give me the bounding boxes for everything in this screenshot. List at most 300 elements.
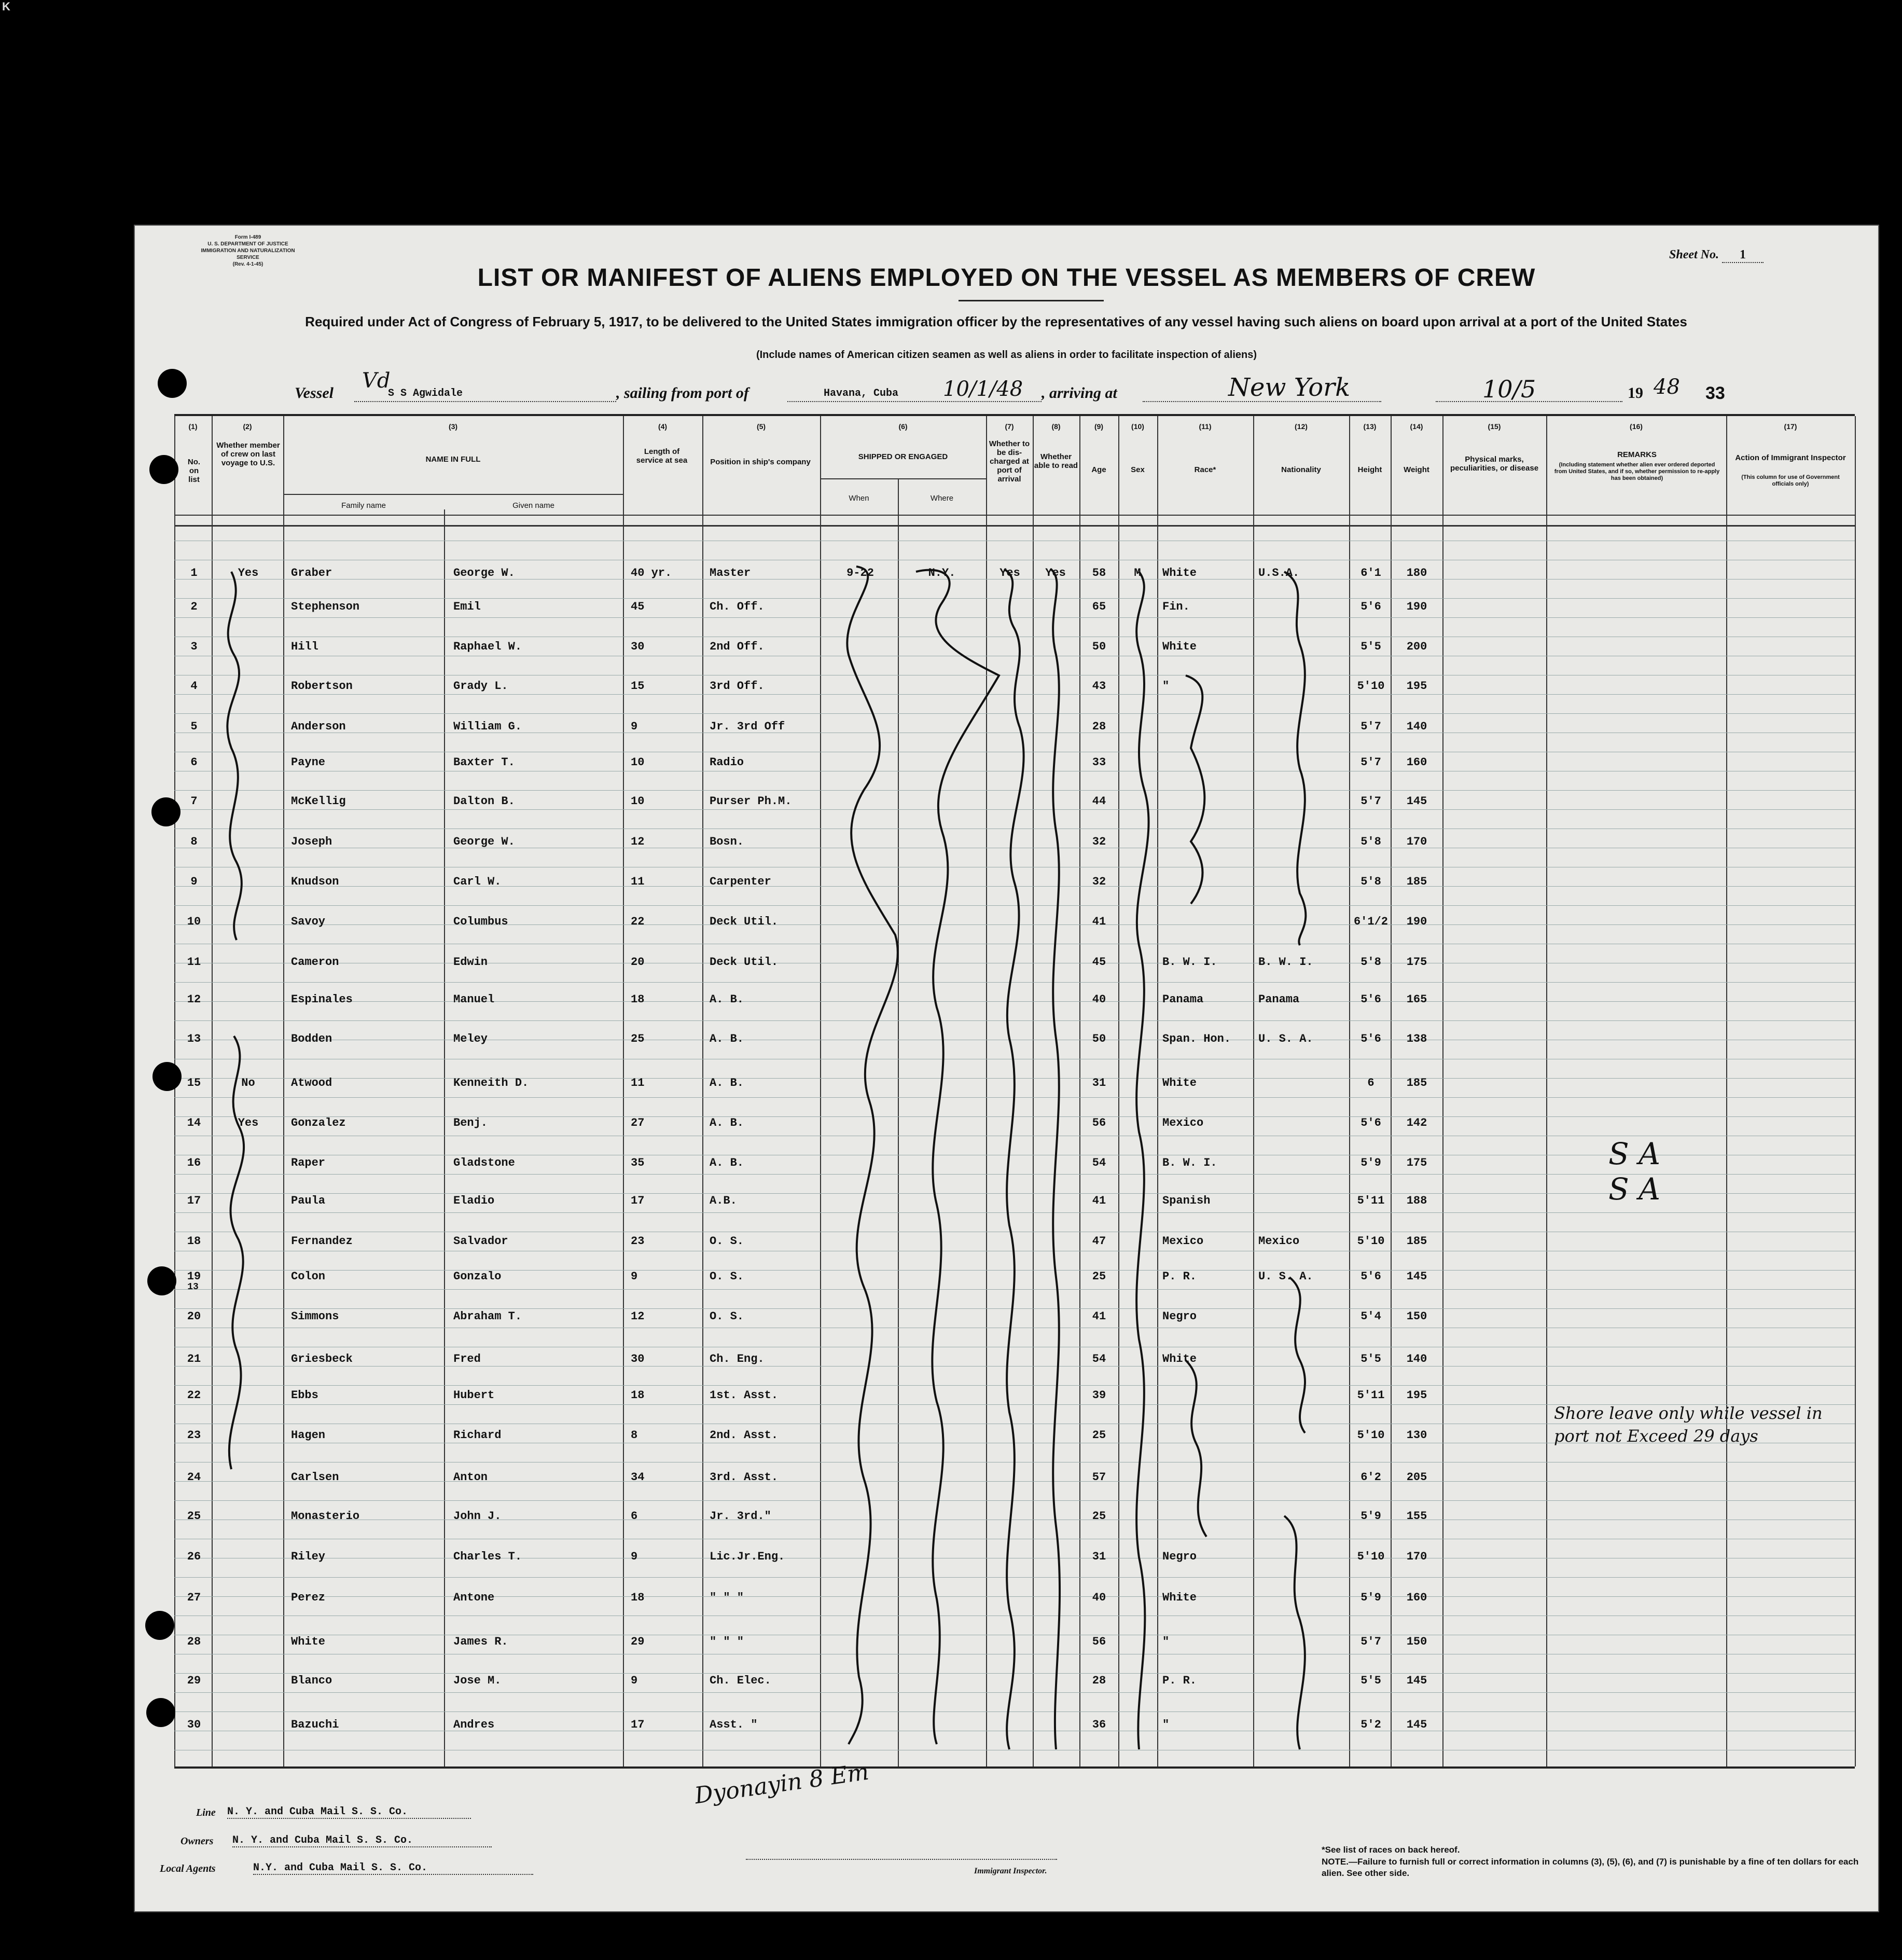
cell-position: Ch. Eng. (710, 1352, 765, 1365)
cell-family: Monasterio (291, 1510, 360, 1523)
cell-no: 26 (187, 1550, 201, 1563)
cell-no: 10 (187, 915, 201, 928)
col-number: (6) (898, 422, 908, 431)
cell-height: 5'9 (1360, 1510, 1381, 1523)
ruled-line (174, 617, 1855, 618)
cell-given: Kenneith D. (453, 1076, 529, 1089)
cell-family: Fernandez (291, 1235, 353, 1248)
ruled-line (174, 905, 1855, 906)
cell-height: 6'1 (1360, 567, 1381, 579)
ditto-disch (1004, 569, 1024, 1749)
cell-given: William G. (453, 720, 522, 733)
col-sex: Sex (1131, 465, 1145, 474)
cell-family: Carlsen (291, 1471, 339, 1484)
cell-height: 5'6 (1360, 1270, 1381, 1283)
cell-nationality: U.S.A. (1258, 567, 1300, 579)
col-given-name: Given name (512, 501, 554, 510)
cell-service: 9 (631, 1550, 638, 1563)
cell-given: Anton (453, 1471, 488, 1484)
col-number: (5) (756, 422, 766, 431)
cell-age: 41 (1092, 1194, 1106, 1207)
vessel-hand: Vd (362, 369, 391, 393)
cell-service: 18 (631, 1389, 645, 1402)
cell-family: Gonzalez (291, 1116, 346, 1129)
cell-service: 9 (631, 1270, 638, 1283)
cell-given: Jose M. (453, 1674, 502, 1687)
cell-height: 5'7 (1360, 756, 1381, 769)
cell-race: Panama (1162, 993, 1204, 1006)
cell-weight: 150 (1406, 1635, 1427, 1648)
cell-given: Edwin (453, 956, 488, 969)
cell-no: 8 (190, 835, 198, 848)
arriving-port: New York (1228, 373, 1351, 402)
cell-where: N.Y. (928, 567, 956, 579)
form-id: Form I-489 U. S. DEPARTMENT OF JUSTICE IMMIGRATION AND NATURALIZATION SERVICE (Rev. 4-1-45) (201, 234, 295, 267)
cell-age: 28 (1092, 1674, 1106, 1687)
cell-weight: 190 (1406, 915, 1427, 928)
ditto-sex (1136, 572, 1148, 1749)
ditto-prev-1 (227, 572, 242, 940)
cell-weight: 140 (1406, 1352, 1427, 1365)
remark-shore-leave: Shore leave only while vessel in port not Exceed 29 days (1554, 1403, 1823, 1446)
cell-no: 1 (190, 567, 198, 579)
cell-weight: 155 (1406, 1510, 1427, 1523)
sheet-value: 1 (1722, 248, 1764, 263)
sheet-number (1669, 248, 1764, 263)
cell-height: 5'7 (1360, 720, 1381, 733)
cell-race: P. R. (1162, 1270, 1197, 1283)
col-number: (15) (1488, 422, 1501, 431)
sheet-label: Sheet No. (1669, 248, 1719, 261)
col-length-service: Length of service at sea (636, 447, 688, 465)
cell-service: 45 (631, 600, 645, 613)
cell-service: 9 (631, 720, 638, 733)
cell-position: A.B. (710, 1194, 737, 1207)
sailing-label: , sailing from port of (616, 384, 749, 402)
ruled-line (174, 1020, 1855, 1021)
cell-family: Hill (291, 640, 318, 653)
cell-race: Negro (1162, 1550, 1197, 1563)
cell-position: Asst. " (710, 1718, 758, 1731)
col-number: (14) (1410, 422, 1423, 431)
cell-weight: 165 (1406, 993, 1427, 1006)
cell-given: Baxter T. (453, 756, 515, 769)
col-race: Race* (1194, 465, 1216, 474)
cell-age: 31 (1092, 1076, 1106, 1089)
ruled-line (174, 1289, 1855, 1290)
ditto-nat (1284, 572, 1306, 945)
sailing-date: 10/1/48 (943, 377, 1023, 401)
cell-family: Ebbs (291, 1389, 318, 1402)
cell-service: 9 (631, 1674, 638, 1687)
cell-height: 5'7 (1360, 1635, 1381, 1648)
cell-height: 5'6 (1360, 993, 1381, 1006)
cell-family: Bazuchi (291, 1718, 339, 1731)
col-number: (17) (1784, 422, 1797, 431)
ruled-line (174, 1212, 1855, 1213)
cell-age: 39 (1092, 1389, 1106, 1402)
cell-given: Grady L. (453, 680, 508, 693)
cell-no: 18 (187, 1235, 201, 1248)
ruled-line (174, 982, 1855, 983)
cell-nationality: B. W. I. (1258, 956, 1313, 969)
cell-family: Espinales (291, 993, 353, 1006)
cell-family: Blanco (291, 1674, 332, 1687)
cell-no: 24 (187, 1471, 201, 1484)
col-number: (16) (1630, 422, 1643, 431)
cell-position: 3rd. Asst. (710, 1471, 779, 1484)
cell-height: 5'7 (1360, 795, 1381, 808)
vessel-line (134, 369, 1879, 406)
col-no-on-list: No. on list (187, 458, 201, 484)
cell-given: Gladstone (453, 1156, 515, 1169)
col-name-in-full: NAME IN FULL (425, 455, 481, 464)
cell-service: 35 (631, 1156, 645, 1169)
cell-race: Negro (1162, 1310, 1197, 1323)
cell-height: 5'4 (1360, 1310, 1381, 1323)
cell-age: 40 (1092, 1591, 1106, 1604)
col-shipped: SHIPPED OR ENGAGED (858, 452, 948, 461)
cell-family: White (291, 1635, 326, 1648)
cell-height: 5'11 (1357, 1389, 1385, 1402)
cell-height: 5'6 (1360, 1116, 1381, 1129)
cell-family: Graber (291, 567, 332, 579)
col-remarks-sub: (Including statement whether alien ever ordered deported from United States, and if so, whether permission to re-apply has been obtained) (1554, 462, 1720, 481)
cell-position: Purser Ph.M. (710, 795, 792, 808)
cell-weight: 195 (1406, 1389, 1427, 1402)
cell-service: 15 (631, 680, 645, 693)
punch-hole (146, 1698, 175, 1727)
cell-family: Knudson (291, 875, 339, 888)
cell-when: 9-22 (846, 567, 874, 579)
cell-age: 56 (1092, 1116, 1106, 1129)
cell-height: 5'9 (1360, 1591, 1381, 1604)
cell-age: 40 (1092, 993, 1106, 1006)
punch-hole (145, 1611, 174, 1640)
cell-service: 8 (631, 1429, 638, 1442)
cell-given: Eladio (453, 1194, 495, 1207)
ruled-line (174, 1692, 1855, 1693)
ruled-line (174, 598, 1855, 599)
cell-no: 27 (187, 1591, 201, 1604)
col-physical: Physical marks, peculiarities, or disease (1450, 455, 1539, 473)
cell-given: John J. (453, 1510, 502, 1523)
col-number: (13) (1363, 422, 1377, 431)
cell-no: 20 (187, 1310, 201, 1323)
cell-given: Antone (453, 1591, 495, 1604)
col-discharged: Whether to be dis-charged at port of arrival (989, 439, 1030, 484)
cell-age: 50 (1092, 640, 1106, 653)
ruled-line (174, 1673, 1855, 1674)
cell-family: Perez (291, 1591, 326, 1604)
cell-no: 28 (187, 1635, 201, 1648)
arrival-date: 10/5 (1482, 375, 1536, 403)
cell-race: P. R. (1162, 1674, 1197, 1687)
cell-age: 36 (1092, 1718, 1106, 1731)
cell-height: 5'10 (1357, 1550, 1385, 1563)
cell-no: 16 (187, 1156, 201, 1169)
cell-family: McKellig (291, 795, 346, 808)
cell-weight: 185 (1406, 1235, 1427, 1248)
cell-no: 25 (187, 1510, 201, 1523)
cell-position: A. B. (710, 1032, 744, 1045)
cell-race: Span. Hon. (1162, 1032, 1231, 1045)
cell-position: Deck Util. (710, 915, 779, 928)
cell-family: Robertson (291, 680, 353, 693)
cell-age: 57 (1092, 1471, 1106, 1484)
cell-service: 12 (631, 1310, 645, 1323)
ruled-line (174, 1366, 1855, 1367)
cell-prev: Yes (238, 1116, 259, 1129)
footer-agents-label: Local Agents (160, 1863, 216, 1874)
cell-height: 6'1/2 (1353, 915, 1388, 928)
cell-weight: 185 (1406, 1076, 1427, 1089)
cell-height: 5'5 (1360, 1674, 1381, 1687)
cell-family: Atwood (291, 1076, 332, 1089)
ditto-nat-2 (1289, 1277, 1305, 1433)
cell-race: " (1162, 680, 1170, 693)
cell-given: Fred (453, 1352, 481, 1365)
cell-position: " " " (710, 1591, 744, 1604)
ditto-squiggles (174, 416, 1855, 1766)
cell-no: 19 (187, 1270, 201, 1283)
cell-given: George W. (453, 835, 515, 848)
year-typed: 33 (1705, 383, 1725, 403)
cell-age: 44 (1092, 795, 1106, 808)
cell-height: 5'9 (1360, 1156, 1381, 1169)
col-remarks: REMARKS (1617, 450, 1657, 459)
cell-weight: 170 (1406, 835, 1427, 848)
cell-service: 10 (631, 756, 645, 769)
row-13-marker: 13 (187, 1282, 199, 1292)
cell-no: 12 (187, 993, 201, 1006)
page-title: LIST OR MANIFEST OF ALIENS EMPLOYED ON THE VESSEL AS MEMBERS OF CREW (477, 264, 1536, 292)
cell-height: 5'10 (1357, 680, 1385, 693)
cell-no: 2 (190, 600, 198, 613)
cell-family: Joseph (291, 835, 332, 848)
cell-age: 54 (1092, 1352, 1106, 1365)
cell-service: 18 (631, 993, 645, 1006)
inspector-signature: Dyonayin 8 Em (693, 1758, 871, 1810)
cell-service: 6 (631, 1510, 638, 1523)
cell-position: A. B. (710, 993, 744, 1006)
cell-no: 22 (187, 1389, 201, 1402)
cell-position: O. S. (710, 1270, 744, 1283)
col-nationality: Nationality (1281, 465, 1321, 474)
ruled-line (174, 809, 1855, 810)
col-where: Where (930, 494, 954, 503)
cell-weight: 145 (1406, 1718, 1427, 1731)
sailing-port: Havana, Cuba (824, 388, 899, 399)
arriving-label: , arriving at (1042, 384, 1117, 402)
punch-hole (151, 797, 181, 826)
cell-weight: 190 (1406, 600, 1427, 613)
cell-weight: 175 (1406, 956, 1427, 969)
arrival-dots (1436, 401, 1622, 402)
col-position: Position in ship's company (710, 458, 811, 466)
cell-family: Paula (291, 1194, 326, 1207)
col-number: (10) (1131, 422, 1144, 431)
cell-weight: 200 (1406, 640, 1427, 653)
cell-family: Colon (291, 1270, 326, 1283)
punch-hole (149, 455, 178, 484)
cell-nationality: Panama (1258, 993, 1300, 1006)
footer-owners-label: Owners (181, 1835, 214, 1847)
cell-prev: No (241, 1076, 255, 1089)
col-weight: Weight (1404, 465, 1429, 474)
cell-position: Jr. 3rd Off (710, 720, 785, 733)
cell-service: 20 (631, 956, 645, 969)
cell-age: 25 (1092, 1270, 1106, 1283)
cell-given: Charles T. (453, 1550, 522, 1563)
cell-race: White (1162, 1591, 1197, 1604)
title-rule (959, 300, 1104, 301)
cell-no: 30 (187, 1718, 201, 1731)
col-height: Height (1357, 465, 1382, 474)
cell-position: Lic.Jr.Eng. (710, 1550, 785, 1563)
cell-weight: 130 (1406, 1429, 1427, 1442)
cell-height: 6 (1367, 1076, 1375, 1089)
col-number: (1) (188, 422, 198, 431)
manifest-sheet (134, 225, 1879, 1912)
cell-race: Mexico (1162, 1235, 1204, 1248)
cell-weight: 145 (1406, 1270, 1427, 1283)
cell-age: 32 (1092, 875, 1106, 888)
cell-age: 25 (1092, 1429, 1106, 1442)
cell-age: 33 (1092, 756, 1106, 769)
cell-service: 11 (631, 1076, 645, 1089)
ruled-line (174, 1308, 1855, 1309)
ruled-line (174, 1097, 1855, 1098)
cell-no: 9 (190, 875, 198, 888)
cell-height: 5'8 (1360, 875, 1381, 888)
races-note: *See list of races on back hereof. (1322, 1845, 1460, 1855)
cell-race: B. W. I. (1162, 1156, 1217, 1169)
cell-family: Cameron (291, 956, 339, 969)
cell-given: Emil (453, 600, 481, 613)
cell-position: Ch. Elec. (710, 1674, 771, 1687)
col-number: (9) (1094, 422, 1104, 431)
ditto-race-2 (1186, 1360, 1206, 1537)
punch-hole (152, 1062, 182, 1091)
cell-nationality: U. S. A. (1258, 1032, 1313, 1045)
footer-line-label: Line (196, 1807, 216, 1818)
cell-family: Anderson (291, 720, 346, 733)
cell-position: Jr. 3rd." (710, 1510, 771, 1523)
cell-no: 3 (190, 640, 198, 653)
cell-race: B. W. I. (1162, 956, 1217, 969)
crew-table (174, 414, 1855, 1769)
col-number: (12) (1295, 422, 1308, 431)
cell-given: Abraham T. (453, 1310, 522, 1323)
remark-sa-1: S A (1608, 1136, 1661, 1171)
cell-age: 58 (1092, 567, 1106, 579)
cell-position: O. S. (710, 1310, 744, 1323)
ruled-line (174, 790, 1855, 791)
cell-height: 5'6 (1360, 600, 1381, 613)
vessel-label: Vessel (295, 384, 334, 402)
cell-position: 2nd Off. (710, 640, 765, 653)
cell-position: A. B. (710, 1076, 744, 1089)
cell-weight: 180 (1406, 567, 1427, 579)
cell-family: Riley (291, 1550, 326, 1563)
cell-service: 17 (631, 1718, 645, 1731)
include-note: (Include names of American citizen seamen as well as aliens in order to facilitate inspection of aliens) (756, 349, 1257, 361)
subtitle: Required under Act of Congress of February 5, 1917, to be delivered to the United States immigration officer by the representatives of any vessel having such aliens on board upon arrival at a port of the United States (305, 314, 1687, 329)
cell-weight: 205 (1406, 1471, 1427, 1484)
cell-height: 5'8 (1360, 956, 1381, 969)
cell-height: 5'10 (1357, 1429, 1385, 1442)
cell-race: White (1162, 567, 1197, 579)
ruled-line (174, 1577, 1855, 1578)
cell-given: Hubert (453, 1389, 495, 1402)
cell-service: 22 (631, 915, 645, 928)
cell-position: Carpenter (710, 875, 771, 888)
arriving-dots (1143, 401, 1381, 402)
cell-height: 5'10 (1357, 1235, 1385, 1248)
cell-age: 25 (1092, 1510, 1106, 1523)
cell-service: 17 (631, 1194, 645, 1207)
cell-no: 5 (190, 720, 198, 733)
cell-disch: Yes (999, 567, 1020, 579)
cell-weight: 150 (1406, 1310, 1427, 1323)
cell-weight: 142 (1406, 1116, 1427, 1129)
col-number: (4) (658, 422, 668, 431)
cell-given: Andres (453, 1718, 495, 1731)
cell-age: 50 (1092, 1032, 1106, 1045)
ditto-nat-3 (1284, 1516, 1305, 1749)
cell-read: Yes (1045, 567, 1066, 579)
ruled-line (174, 694, 1855, 695)
corner-mark: K (2, 0, 10, 13)
cell-family: Simmons (291, 1310, 339, 1323)
cell-given: Richard (453, 1429, 502, 1442)
fine-note: NOTE.—Failure to furnish full or correct information in columns (3), (5), (6), and (7) is punishable by a fine of ten dollars for each alien. See other side. (1322, 1857, 1859, 1878)
cell-age: 65 (1092, 600, 1106, 613)
cell-family: Stephenson (291, 600, 360, 613)
cell-position: " " " (710, 1635, 744, 1648)
cell-given: Benj. (453, 1116, 488, 1129)
col-action: Action of Immigrant Inspector (1735, 453, 1846, 462)
ruled-line (174, 713, 1855, 714)
cell-family: Payne (291, 756, 326, 769)
cell-position: A. B. (710, 1116, 744, 1129)
cell-race: White (1162, 1352, 1197, 1365)
cell-family: Savoy (291, 915, 326, 928)
col-number: (7) (1005, 422, 1014, 431)
cell-given: James R. (453, 1635, 508, 1648)
cell-position: O. S. (710, 1235, 744, 1248)
cell-age: 32 (1092, 835, 1106, 848)
cell-weight: 195 (1406, 680, 1427, 693)
cell-sex: M (1134, 567, 1141, 579)
vessel-dots (354, 401, 616, 402)
cell-no: 21 (187, 1352, 201, 1365)
inspector-label: Immigrant Inspector. (974, 1867, 1047, 1875)
cell-weight: 185 (1406, 875, 1427, 888)
col-number: (3) (448, 422, 458, 431)
cell-age: 54 (1092, 1156, 1106, 1169)
cell-service: 25 (631, 1032, 645, 1045)
cell-no: 7 (190, 795, 198, 808)
cell-no: 4 (190, 680, 198, 693)
cell-service: 29 (631, 1635, 645, 1648)
cell-weight: 188 (1406, 1194, 1427, 1207)
ruled-line (174, 1500, 1855, 1501)
year-hand: 48 (1654, 375, 1680, 399)
cell-weight: 160 (1406, 756, 1427, 769)
footer-owners-value: N. Y. and Cuba Mail S. S. Co. (232, 1834, 492, 1847)
